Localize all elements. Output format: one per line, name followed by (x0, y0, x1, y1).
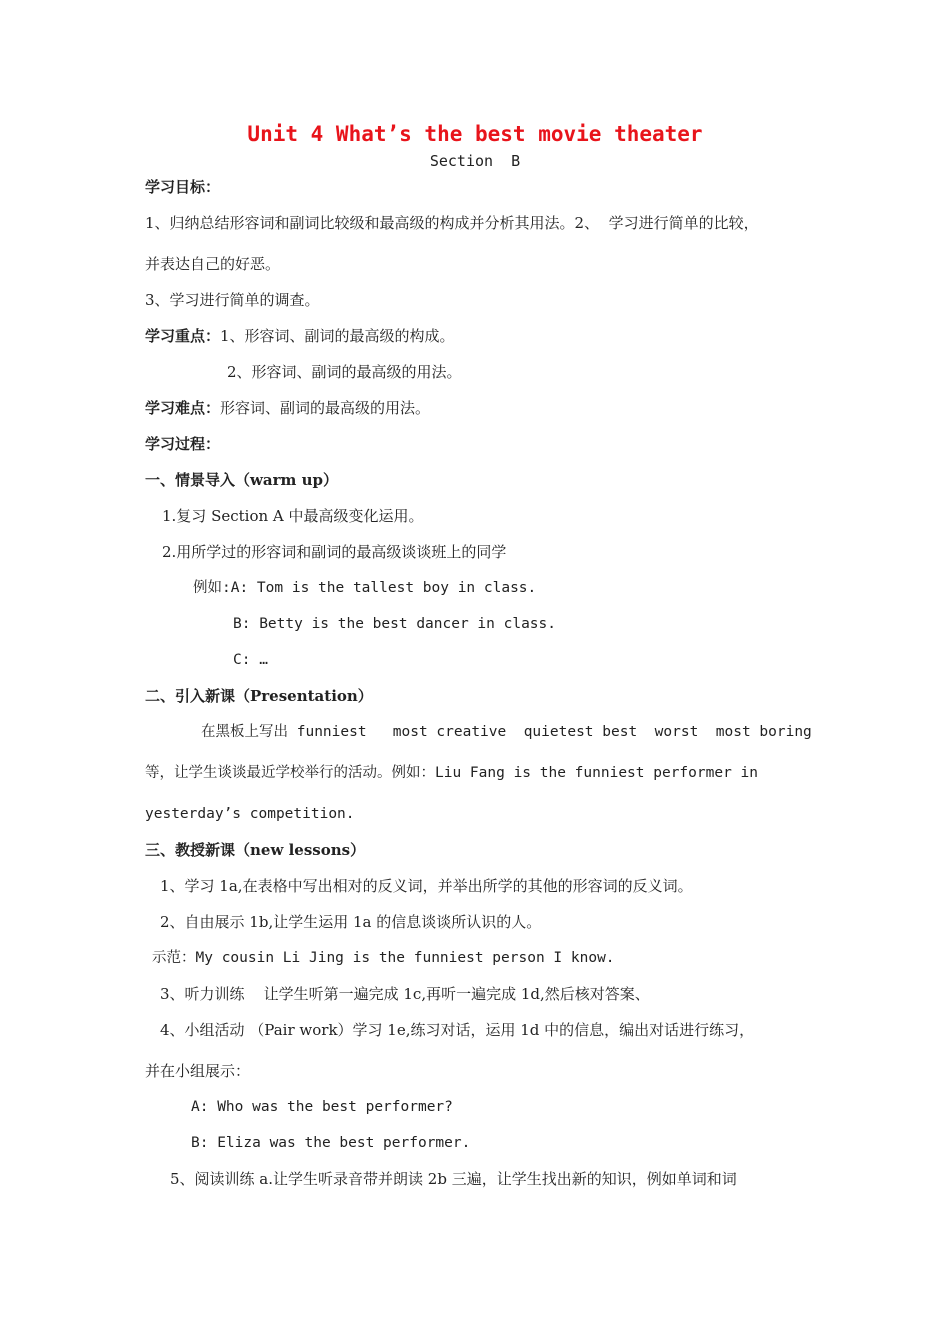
section-3-demo: 示范：My cousin Li Jing is the funniest person I know. (152, 950, 615, 966)
section-2-line-1: 在黑板上写出 funniest most creative quietest best worst most boring (201, 724, 812, 740)
objectives-line-2: 并表达自己的好恶。 (145, 255, 281, 273)
difficult-points-label: 学习难点： (145, 399, 221, 417)
key-points-row (145, 326, 455, 346)
example-c: C: … (233, 652, 268, 668)
example-a: 例如:A: Tom is the tallest boy in class. (193, 580, 537, 596)
process-heading: 学习过程： (145, 435, 221, 453)
section-2-line-2: 等，让学生谈谈最近学校举行的活动。例如：Liu Fang is the funniest performer in (145, 765, 758, 781)
section-1-heading: 一、情景导入（warm up） (145, 471, 339, 489)
section-2-line-3: yesterday’s competition. (145, 806, 355, 822)
section-3-item-4-line-2: 并在小组展示： (145, 1062, 251, 1080)
section-1-item-2: 2.用所学过的形容词和副词的最高级谈谈班上的同学 (162, 543, 507, 561)
section-3-item-3: 3、听力训练 让学生听第一遍完成 1c,再听一遍完成 1d,然后核对答案、 (160, 985, 650, 1003)
dialog-b: B: Eliza was the best performer. (191, 1135, 471, 1151)
document-subtitle: Section B (429, 152, 521, 170)
objectives-heading: 学习目标： (145, 178, 221, 196)
dialog-a: A: Who was the best performer? (191, 1099, 453, 1115)
section-3-item-2: 2、自由展示 1b,让学生运用 1a 的信息谈谈所认识的人。 (160, 913, 542, 931)
section-3-item-1: 1、学习 1a,在表格中写出相对的反义词，并举出所学的其他的形容词的反义词。 (160, 877, 693, 895)
section-3-item-5: 5、阅读训练 a.让学生听录音带并朗读 2b 三遍，让学生找出新的知识，例如单词和词 (170, 1170, 737, 1188)
difficult-points-text: 形容词、副词的最高级的用法。 (220, 399, 431, 417)
difficult-points-row (145, 398, 430, 418)
document-title: Unit 4 What’s the best movie theater (247, 122, 703, 146)
section-3-heading: 三、教授新课（new lessons） (145, 841, 366, 859)
section-3-item-4-line-1: 4、小组活动 （Pair work）学习 1e,练习对话，运用 1d 中的信息，编出对话进行练习， (160, 1021, 755, 1039)
section-1-item-1: 1.复习 Section A 中最高级变化运用。 (162, 507, 424, 525)
key-points-label: 学习重点： (145, 327, 221, 345)
objectives-line-3: 3、学习进行简单的调查。 (145, 291, 320, 309)
key-points-item-1: 1、形容词、副词的最高级的构成。 (220, 327, 455, 345)
section-2-heading: 二、引入新课（Presentation） (145, 687, 373, 705)
objectives-line-1: 1、归纳总结形容词和副词比较级和最高级的构成并分析其用法。2、 学习进行简单的比较， (145, 214, 759, 232)
example-b: B: Betty is the best dancer in class. (233, 616, 557, 632)
key-points-item-2: 2、形容词、副词的最高级的用法。 (227, 363, 462, 381)
